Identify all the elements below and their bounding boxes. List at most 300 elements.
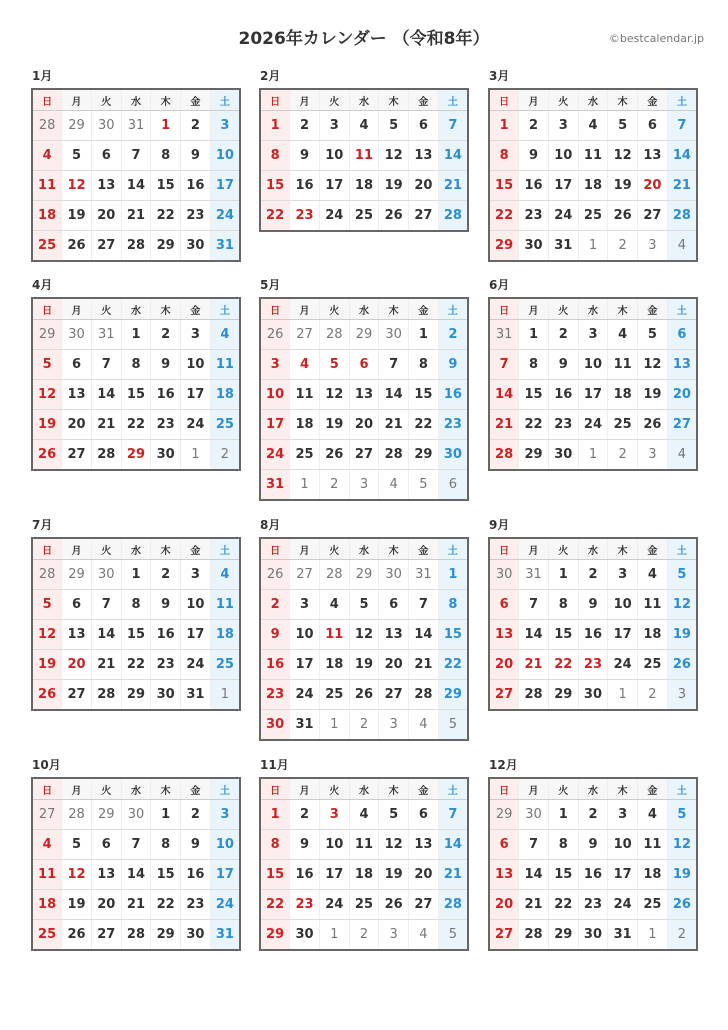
day-cell: 27 (91, 920, 121, 951)
month-calendar (488, 518, 698, 711)
month-calendar (259, 758, 469, 951)
day-cell: 4 (210, 560, 240, 590)
day-cell: 31 (210, 920, 240, 951)
month-calendar (259, 69, 469, 232)
weekday-header: 火 (548, 538, 578, 560)
weekday-header: 金 (181, 298, 211, 320)
weekday-header: 火 (91, 778, 121, 800)
day-cell: 1 (409, 320, 439, 350)
day-cell: 7 (438, 800, 468, 830)
month-table (31, 88, 241, 262)
week-row (260, 800, 468, 830)
day-cell: 29 (260, 920, 290, 951)
day-cell: 1 (438, 560, 468, 590)
day-cell: 25 (210, 650, 240, 680)
day-cell: 7 (667, 111, 697, 141)
day-cell: 13 (409, 830, 439, 860)
weekday-header: 木 (379, 89, 409, 111)
day-cell: 26 (260, 560, 290, 590)
day-cell: 30 (519, 231, 549, 262)
day-cell: 11 (638, 590, 668, 620)
day-cell: 25 (319, 680, 349, 710)
day-cell: 28 (62, 800, 92, 830)
day-cell: 15 (151, 171, 181, 201)
week-row (32, 350, 240, 380)
day-cell: 8 (438, 590, 468, 620)
weekday-header: 火 (91, 538, 121, 560)
day-cell: 3 (379, 710, 409, 741)
week-row (489, 440, 697, 471)
weekday-header: 水 (578, 538, 608, 560)
day-cell: 5 (379, 111, 409, 141)
day-cell: 15 (489, 171, 519, 201)
weekday-header: 日 (260, 778, 290, 800)
day-cell: 7 (121, 830, 151, 860)
weekday-header: 土 (667, 538, 697, 560)
weekday-header-row (260, 89, 468, 111)
day-cell: 3 (578, 320, 608, 350)
day-cell: 2 (548, 320, 578, 350)
day-cell: 23 (290, 890, 320, 920)
day-cell: 23 (290, 201, 320, 232)
weekday-header: 水 (349, 538, 379, 560)
week-row (260, 590, 468, 620)
day-cell: 11 (32, 860, 62, 890)
day-cell: 1 (260, 800, 290, 830)
week-row (260, 560, 468, 590)
weekday-header: 日 (260, 298, 290, 320)
week-row (489, 171, 697, 201)
day-cell: 1 (519, 320, 549, 350)
day-cell: 18 (32, 201, 62, 231)
day-cell: 14 (438, 830, 468, 860)
day-cell: 6 (409, 800, 439, 830)
day-cell: 30 (91, 560, 121, 590)
day-cell: 16 (151, 380, 181, 410)
day-cell: 21 (379, 410, 409, 440)
day-cell: 21 (489, 410, 519, 440)
day-cell: 15 (260, 860, 290, 890)
day-cell: 20 (409, 171, 439, 201)
day-cell: 11 (578, 141, 608, 171)
day-cell: 25 (32, 231, 62, 262)
day-cell: 30 (438, 440, 468, 470)
day-cell: 12 (379, 141, 409, 171)
month-calendar (488, 278, 698, 471)
weekday-header-row (260, 778, 468, 800)
day-cell: 15 (121, 620, 151, 650)
day-cell: 26 (608, 201, 638, 231)
day-cell: 4 (667, 231, 697, 262)
day-cell: 25 (638, 890, 668, 920)
day-cell: 1 (608, 680, 638, 711)
day-cell: 17 (290, 650, 320, 680)
week-row (489, 650, 697, 680)
day-cell: 28 (91, 680, 121, 711)
weekday-header: 火 (91, 298, 121, 320)
weekday-header: 日 (489, 538, 519, 560)
weekday-header: 金 (638, 89, 668, 111)
week-row (489, 620, 697, 650)
day-cell: 4 (210, 320, 240, 350)
weekday-header: 水 (578, 298, 608, 320)
day-cell: 10 (210, 830, 240, 860)
day-cell: 3 (608, 800, 638, 830)
day-cell: 28 (319, 560, 349, 590)
day-cell: 27 (62, 680, 92, 711)
day-cell: 8 (121, 590, 151, 620)
day-cell: 26 (349, 680, 379, 710)
day-cell: 9 (548, 350, 578, 380)
day-cell: 20 (667, 380, 697, 410)
day-cell: 20 (91, 201, 121, 231)
day-cell: 24 (210, 890, 240, 920)
day-cell: 2 (349, 920, 379, 951)
weekday-header-row (489, 538, 697, 560)
month-label: 11月 (260, 758, 289, 772)
day-cell: 27 (409, 201, 439, 232)
day-cell: 21 (438, 171, 468, 201)
day-cell: 2 (181, 111, 211, 141)
weekday-header: 火 (548, 89, 578, 111)
day-cell: 22 (548, 890, 578, 920)
day-cell: 9 (151, 590, 181, 620)
day-cell: 4 (608, 320, 638, 350)
day-cell: 6 (379, 590, 409, 620)
day-cell: 29 (151, 231, 181, 262)
day-cell: 29 (91, 800, 121, 830)
day-cell: 27 (349, 440, 379, 470)
day-cell: 22 (151, 890, 181, 920)
day-cell: 28 (32, 560, 62, 590)
day-cell: 6 (438, 470, 468, 501)
weekday-header: 日 (260, 89, 290, 111)
day-cell: 22 (260, 890, 290, 920)
day-cell: 13 (91, 860, 121, 890)
weekday-header: 木 (151, 89, 181, 111)
weekday-header: 月 (290, 298, 320, 320)
day-cell: 20 (62, 410, 92, 440)
weekday-header: 水 (349, 778, 379, 800)
day-cell: 27 (32, 800, 62, 830)
day-cell: 2 (608, 440, 638, 471)
day-cell: 26 (379, 890, 409, 920)
day-cell: 4 (349, 800, 379, 830)
day-cell: 11 (32, 171, 62, 201)
week-row (489, 111, 697, 141)
day-cell: 15 (409, 380, 439, 410)
weekday-header: 水 (578, 778, 608, 800)
day-cell: 19 (32, 650, 62, 680)
day-cell: 17 (578, 380, 608, 410)
day-cell: 29 (349, 320, 379, 350)
day-cell: 16 (290, 171, 320, 201)
day-cell: 24 (608, 650, 638, 680)
day-cell: 1 (181, 440, 211, 471)
day-cell: 10 (319, 141, 349, 171)
weekday-header: 水 (578, 89, 608, 111)
week-row (489, 201, 697, 231)
day-cell: 21 (519, 650, 549, 680)
day-cell: 3 (210, 111, 240, 141)
day-cell: 3 (181, 320, 211, 350)
weekday-header: 木 (608, 89, 638, 111)
day-cell: 26 (260, 320, 290, 350)
day-cell: 2 (151, 320, 181, 350)
day-cell: 17 (181, 620, 211, 650)
day-cell: 27 (290, 320, 320, 350)
day-cell: 3 (548, 111, 578, 141)
week-row (489, 800, 697, 830)
day-cell: 20 (379, 650, 409, 680)
day-cell: 28 (32, 111, 62, 141)
weekday-header: 土 (438, 89, 468, 111)
weekday-header: 日 (489, 298, 519, 320)
day-cell: 24 (578, 410, 608, 440)
month-label: 10月 (32, 758, 61, 772)
week-row (260, 171, 468, 201)
day-cell: 10 (548, 141, 578, 171)
day-cell: 4 (638, 560, 668, 590)
day-cell: 21 (438, 860, 468, 890)
month-label: 2月 (260, 69, 281, 83)
day-cell: 21 (519, 890, 549, 920)
day-cell: 31 (489, 320, 519, 350)
weekday-header-row (32, 778, 240, 800)
weekday-header: 木 (608, 538, 638, 560)
day-cell: 29 (349, 560, 379, 590)
weekday-header: 月 (519, 778, 549, 800)
day-cell: 1 (121, 560, 151, 590)
day-cell: 11 (638, 830, 668, 860)
day-cell: 13 (489, 620, 519, 650)
day-cell: 24 (181, 650, 211, 680)
day-cell: 2 (519, 111, 549, 141)
day-cell: 2 (181, 800, 211, 830)
day-cell: 6 (667, 320, 697, 350)
day-cell: 9 (181, 830, 211, 860)
day-cell: 14 (379, 380, 409, 410)
day-cell: 26 (319, 440, 349, 470)
day-cell: 30 (91, 111, 121, 141)
week-row (489, 830, 697, 860)
day-cell: 10 (290, 620, 320, 650)
day-cell: 29 (409, 440, 439, 470)
weekday-header: 木 (608, 298, 638, 320)
day-cell: 4 (578, 111, 608, 141)
day-cell: 27 (638, 201, 668, 231)
day-cell: 25 (32, 920, 62, 951)
day-cell: 5 (667, 800, 697, 830)
weekday-header: 水 (349, 298, 379, 320)
weekday-header: 土 (438, 298, 468, 320)
day-cell: 28 (379, 440, 409, 470)
day-cell: 12 (638, 350, 668, 380)
day-cell: 1 (548, 560, 578, 590)
day-cell: 19 (32, 410, 62, 440)
week-row (32, 111, 240, 141)
day-cell: 5 (32, 590, 62, 620)
week-row (32, 440, 240, 471)
weekday-header: 月 (62, 89, 92, 111)
day-cell: 17 (319, 860, 349, 890)
week-row (260, 860, 468, 890)
day-cell: 28 (519, 680, 549, 711)
day-cell: 15 (121, 380, 151, 410)
day-cell: 27 (489, 920, 519, 951)
day-cell: 18 (638, 620, 668, 650)
day-cell: 29 (62, 111, 92, 141)
weekday-header: 月 (62, 298, 92, 320)
day-cell: 16 (290, 860, 320, 890)
day-cell: 15 (519, 380, 549, 410)
day-cell: 1 (121, 320, 151, 350)
day-cell: 11 (319, 620, 349, 650)
day-cell: 28 (319, 320, 349, 350)
day-cell: 3 (290, 590, 320, 620)
day-cell: 31 (290, 710, 320, 741)
weekday-header: 木 (608, 778, 638, 800)
day-cell: 27 (91, 231, 121, 262)
day-cell: 9 (578, 830, 608, 860)
day-cell: 9 (519, 141, 549, 171)
day-cell: 26 (667, 650, 697, 680)
day-cell: 6 (489, 590, 519, 620)
weekday-header: 水 (121, 298, 151, 320)
day-cell: 26 (32, 440, 62, 471)
day-cell: 7 (489, 350, 519, 380)
week-row (260, 320, 468, 350)
week-row (489, 410, 697, 440)
day-cell: 19 (379, 171, 409, 201)
day-cell: 7 (91, 350, 121, 380)
weekday-header: 火 (319, 778, 349, 800)
day-cell: 22 (409, 410, 439, 440)
day-cell: 24 (290, 680, 320, 710)
day-cell: 3 (638, 440, 668, 471)
day-cell: 27 (409, 890, 439, 920)
weekday-header: 土 (210, 298, 240, 320)
week-row (260, 201, 468, 232)
day-cell: 30 (121, 800, 151, 830)
day-cell: 23 (519, 201, 549, 231)
weekday-header: 日 (260, 538, 290, 560)
day-cell: 6 (62, 350, 92, 380)
weekday-header-row (489, 778, 697, 800)
day-cell: 21 (121, 890, 151, 920)
day-cell: 23 (151, 650, 181, 680)
day-cell: 4 (349, 111, 379, 141)
weekday-header: 金 (638, 298, 668, 320)
weekday-header: 土 (667, 298, 697, 320)
day-cell: 20 (349, 410, 379, 440)
day-cell: 19 (667, 620, 697, 650)
week-row (489, 231, 697, 262)
day-cell: 13 (379, 620, 409, 650)
day-cell: 2 (290, 800, 320, 830)
day-cell: 14 (438, 141, 468, 171)
day-cell: 18 (578, 171, 608, 201)
week-row (489, 380, 697, 410)
day-cell: 22 (548, 650, 578, 680)
day-cell: 16 (519, 171, 549, 201)
day-cell: 12 (32, 620, 62, 650)
day-cell: 22 (489, 201, 519, 231)
day-cell: 8 (548, 590, 578, 620)
day-cell: 21 (409, 650, 439, 680)
day-cell: 20 (638, 171, 668, 201)
month-label: 5月 (260, 278, 281, 292)
day-cell: 17 (181, 380, 211, 410)
day-cell: 2 (151, 560, 181, 590)
day-cell: 31 (210, 231, 240, 262)
month-calendar (259, 518, 469, 741)
day-cell: 18 (349, 860, 379, 890)
day-cell: 17 (260, 410, 290, 440)
day-cell: 15 (260, 171, 290, 201)
day-cell: 9 (578, 590, 608, 620)
day-cell: 5 (608, 111, 638, 141)
week-row (260, 111, 468, 141)
month-calendar (488, 69, 698, 262)
day-cell: 31 (548, 231, 578, 262)
day-cell: 22 (121, 650, 151, 680)
day-cell: 14 (91, 620, 121, 650)
day-cell: 7 (438, 111, 468, 141)
day-cell: 18 (210, 620, 240, 650)
weekday-header-row (32, 89, 240, 111)
day-cell: 28 (667, 201, 697, 231)
day-cell: 22 (519, 410, 549, 440)
weekday-header-row (260, 538, 468, 560)
day-cell: 14 (91, 380, 121, 410)
day-cell: 6 (91, 141, 121, 171)
weekday-header: 金 (181, 778, 211, 800)
week-row (260, 920, 468, 951)
day-cell: 21 (121, 201, 151, 231)
weekday-header: 月 (290, 89, 320, 111)
day-cell: 2 (438, 320, 468, 350)
day-cell: 19 (62, 890, 92, 920)
weekday-header: 金 (409, 538, 439, 560)
weekday-header: 火 (319, 89, 349, 111)
day-cell: 30 (151, 440, 181, 471)
day-cell: 9 (181, 141, 211, 171)
day-cell: 13 (638, 141, 668, 171)
day-cell: 12 (349, 620, 379, 650)
day-cell: 27 (489, 680, 519, 711)
month-label: 7月 (32, 518, 53, 532)
day-cell: 7 (519, 590, 549, 620)
week-row (32, 800, 240, 830)
day-cell: 13 (667, 350, 697, 380)
day-cell: 9 (290, 141, 320, 171)
weekday-header: 木 (151, 778, 181, 800)
day-cell: 1 (151, 111, 181, 141)
day-cell: 8 (548, 830, 578, 860)
weekday-header: 日 (32, 778, 62, 800)
day-cell: 5 (438, 710, 468, 741)
day-cell: 16 (578, 860, 608, 890)
day-cell: 16 (151, 620, 181, 650)
day-cell: 24 (319, 890, 349, 920)
month-calendar (31, 758, 241, 951)
weekday-header-row (32, 298, 240, 320)
day-cell: 28 (409, 680, 439, 710)
weekday-header: 火 (548, 298, 578, 320)
day-cell: 18 (638, 860, 668, 890)
day-cell: 29 (62, 560, 92, 590)
